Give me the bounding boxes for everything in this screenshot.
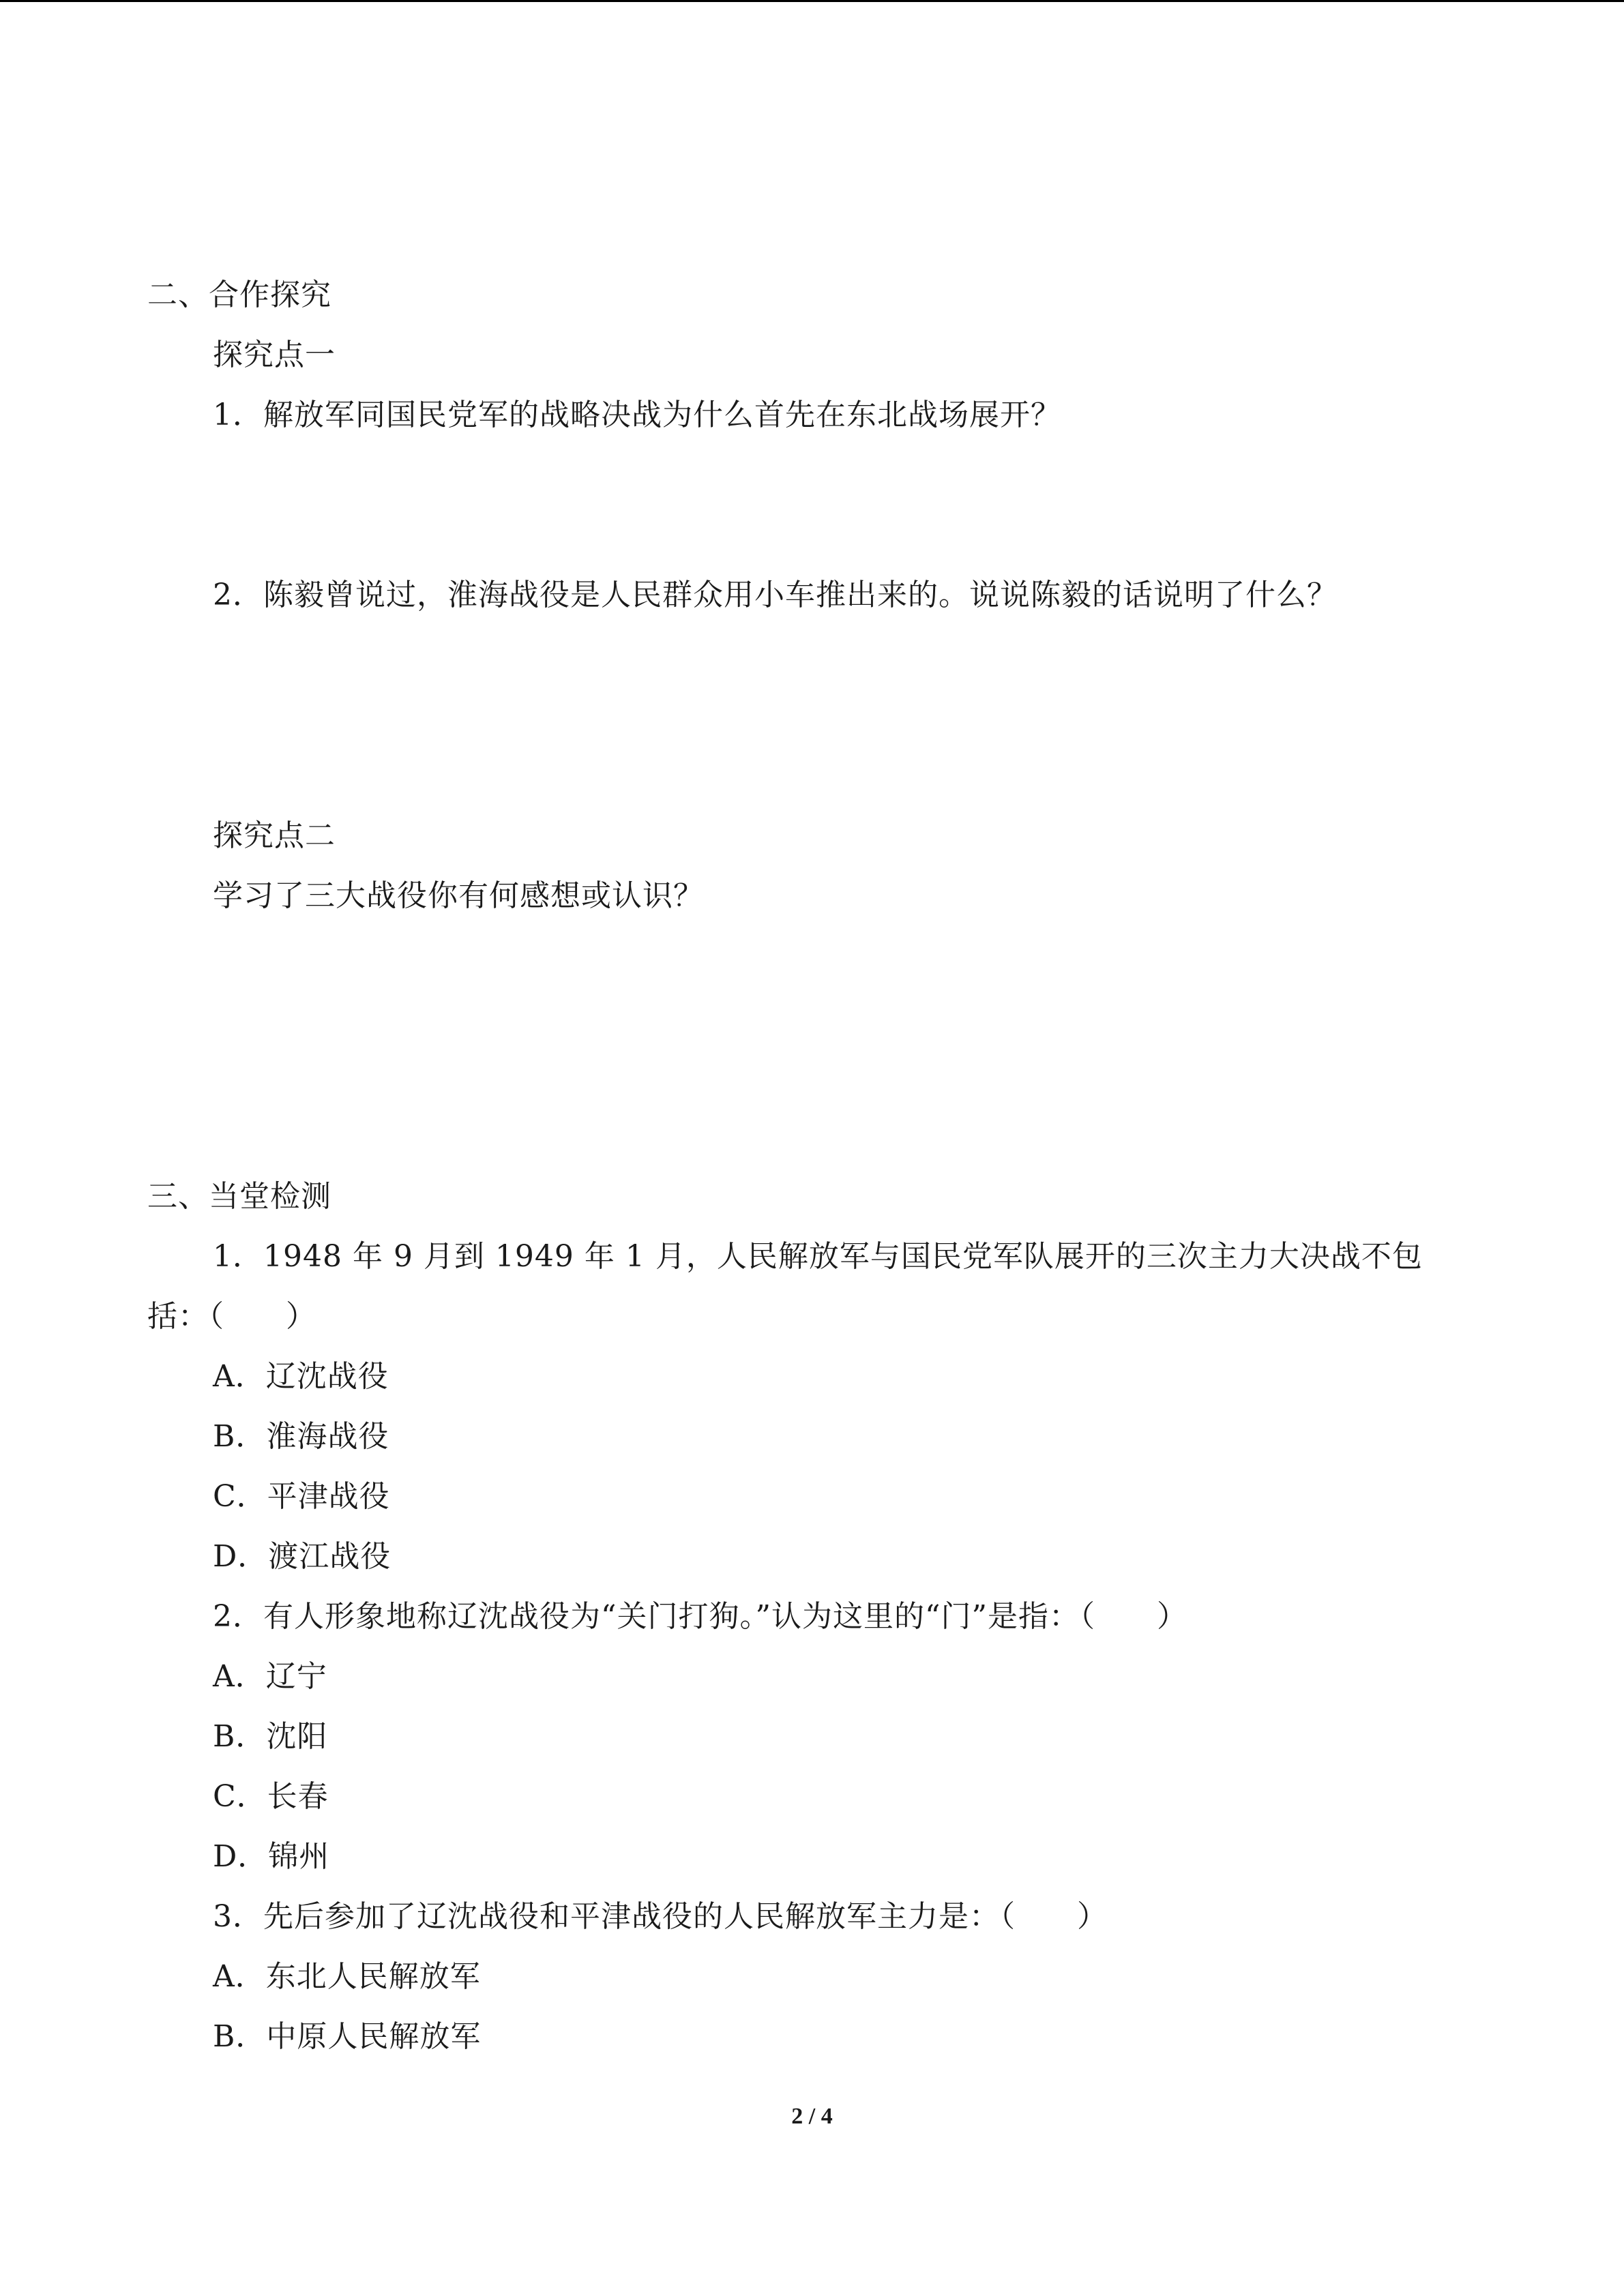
test-question-3-option-b: B．中原人民解放军 (213, 2019, 482, 2054)
test-question-2-option-d: D．锦州 (213, 1839, 330, 1874)
test-question-2-option-a: A．辽宁 (213, 1659, 327, 1694)
test-question-1-stem: 1．1948 年 9 月到 1949 年 1 月，人民解放军与国民党军队展开的三次主力大决战不包 (213, 1239, 1423, 1274)
section-heading-cooperative-inquiry: 二、合作探究 (147, 278, 331, 312)
inquiry-point-2-label: 探究点二 (213, 818, 336, 853)
test-question-1-option-c: C．平津战役 (213, 1479, 390, 1514)
page-top-border (0, 0, 1624, 2)
test-question-1-option-d: D．渡江战役 (213, 1539, 392, 1574)
page-number: 2 / 4 (791, 2104, 833, 2129)
test-question-3-option-a: A．东北人民解放军 (213, 1959, 481, 1994)
inquiry-question-1: 1．解放军同国民党军的战略决战为什么首先在东北战场展开？ (213, 398, 1061, 432)
test-question-1-option-b: B．淮海战役 (213, 1419, 389, 1454)
test-question-1-option-a: A．辽沈战役 (213, 1359, 389, 1394)
test-question-1-stem-cont: 括：（ ） (147, 1299, 316, 1334)
test-question-2-option-b: B．沈阳 (213, 1719, 328, 1754)
inquiry-question-2: 2．陈毅曾说过，淮海战役是人民群众用小车推出来的。说说陈毅的话说明了什么？ (213, 578, 1338, 612)
test-question-2-option-c: C．长春 (213, 1779, 329, 1814)
inquiry-point-2-question: 学习了三大战役你有何感想或认识？ (213, 878, 704, 913)
test-question-3-stem: 3．先后参加了辽沈战役和平津战役的人民解放军主力是：（ ） (213, 1899, 1108, 1934)
test-question-2-stem: 2．有人形象地称辽沈战役为“关门打狗。”认为这里的“门”是指：（ ） (213, 1599, 1187, 1634)
inquiry-point-1-label: 探究点一 (213, 338, 336, 372)
section-heading-in-class-test: 三、当堂检测 (147, 1179, 331, 1214)
